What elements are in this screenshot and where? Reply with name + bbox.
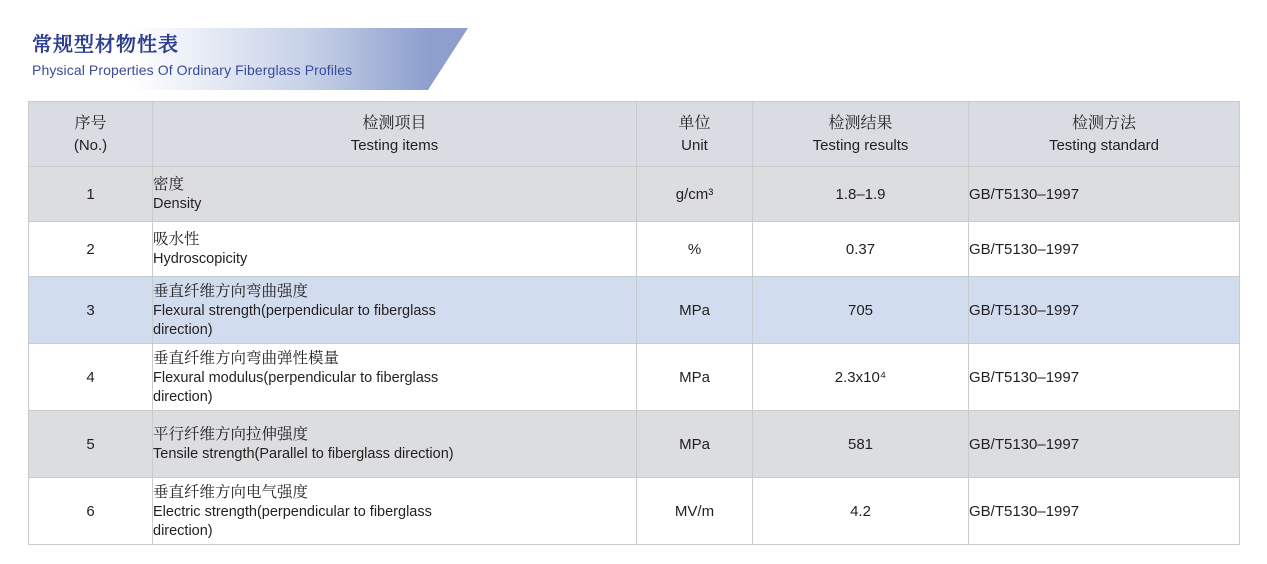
- cell-item: [153, 478, 637, 545]
- cell-no: 5: [29, 411, 153, 478]
- column-header-no-en: (No.): [73, 136, 108, 154]
- cell-item-cn: 垂直纤维方向弯曲强度: [153, 282, 309, 300]
- banner-arrow-shape: [428, 28, 468, 90]
- table-row: [29, 411, 1240, 478]
- cell-item: [153, 167, 637, 222]
- column-header-item-en: Testing items: [350, 136, 439, 154]
- page-title-cn: 常规型材物性表: [32, 34, 179, 56]
- column-header-no: [29, 102, 153, 167]
- table-header-row: [29, 102, 1240, 167]
- cell-item-en: Density: [153, 196, 202, 212]
- cell-result: 2.3x10⁴: [753, 344, 969, 411]
- banner-text-block: [32, 32, 352, 80]
- page-title-en: Physical Properties Of Ordinary Fiberglass Profiles: [32, 62, 353, 78]
- table-row: [29, 277, 1240, 344]
- cell-unit: %: [637, 222, 753, 277]
- cell-item-cn: 吸水性: [153, 231, 200, 248]
- table-row: [29, 167, 1240, 222]
- properties-table: [28, 101, 1240, 545]
- cell-item-cn: 密度: [153, 176, 185, 193]
- cell-item-en: Hydroscopicity: [153, 251, 248, 267]
- cell-result: 705: [753, 277, 969, 344]
- column-header-unit: [637, 102, 753, 167]
- column-header-result-en: Testing results: [812, 136, 909, 154]
- cell-item: [153, 222, 637, 277]
- cell-item-en: Flexural modulus(perpendicular to fiberglass direction): [153, 369, 439, 405]
- cell-no: 2: [29, 222, 153, 277]
- cell-standard: GB/T5130–1997: [969, 344, 1240, 411]
- cell-item-en: Tensile strength(Parallel to fiberglass direction): [153, 446, 454, 462]
- cell-standard: GB/T5130–1997: [969, 277, 1240, 344]
- column-header-unit-en: Unit: [681, 136, 708, 154]
- cell-standard: GB/T5130–1997: [969, 222, 1240, 277]
- column-header-standard-en: Testing standard: [1048, 136, 1160, 154]
- cell-unit: MPa: [637, 411, 753, 478]
- cell-unit: g/cm³: [637, 167, 753, 222]
- cell-item-cn: 平行纤维方向拉伸强度: [153, 426, 309, 443]
- cell-unit: MPa: [637, 344, 753, 411]
- cell-unit: MPa: [637, 277, 753, 344]
- column-header-item: [153, 102, 637, 167]
- cell-result: 4.2: [753, 478, 969, 545]
- cell-item: [153, 344, 637, 411]
- cell-result: 0.37: [753, 222, 969, 277]
- cell-standard: GB/T5130–1997: [969, 167, 1240, 222]
- column-header-item-cn: 检测项目: [362, 114, 427, 132]
- column-header-no-cn: 序号: [74, 114, 107, 132]
- column-header-standard: [969, 102, 1240, 167]
- cell-standard: GB/T5130–1997: [969, 411, 1240, 478]
- table-row: [29, 222, 1240, 277]
- cell-no: 1: [29, 167, 153, 222]
- table-row: [29, 344, 1240, 411]
- cell-item: [153, 277, 637, 344]
- cell-result: 581: [753, 411, 969, 478]
- properties-table-container: [28, 101, 1239, 545]
- column-header-standard-cn: 检测方法: [1071, 114, 1136, 132]
- cell-no: 3: [29, 277, 153, 344]
- cell-item-en: Electric strength(perpendicular to fiberglass direction): [153, 503, 432, 539]
- column-header-result: [753, 102, 969, 167]
- cell-standard: GB/T5130–1997: [969, 478, 1240, 545]
- cell-item-cn: 垂直纤维方向电气强度: [153, 483, 309, 501]
- cell-item-cn: 垂直纤维方向弯曲弹性模量: [153, 349, 340, 367]
- column-header-result-cn: 检测结果: [828, 114, 893, 132]
- cell-no: 6: [29, 478, 153, 545]
- table-row: [29, 478, 1240, 545]
- cell-no: 4: [29, 344, 153, 411]
- cell-unit: MV/m: [637, 478, 753, 545]
- cell-item-en: Flexural strength(perpendicular to fiberglass direction): [153, 302, 436, 338]
- page-title-banner: [28, 28, 468, 90]
- table-header: [29, 102, 1240, 167]
- cell-result: 1.8–1.9: [753, 167, 969, 222]
- table-body: [29, 167, 1240, 545]
- column-header-unit-cn: 单位: [678, 114, 711, 132]
- cell-item: [153, 411, 637, 478]
